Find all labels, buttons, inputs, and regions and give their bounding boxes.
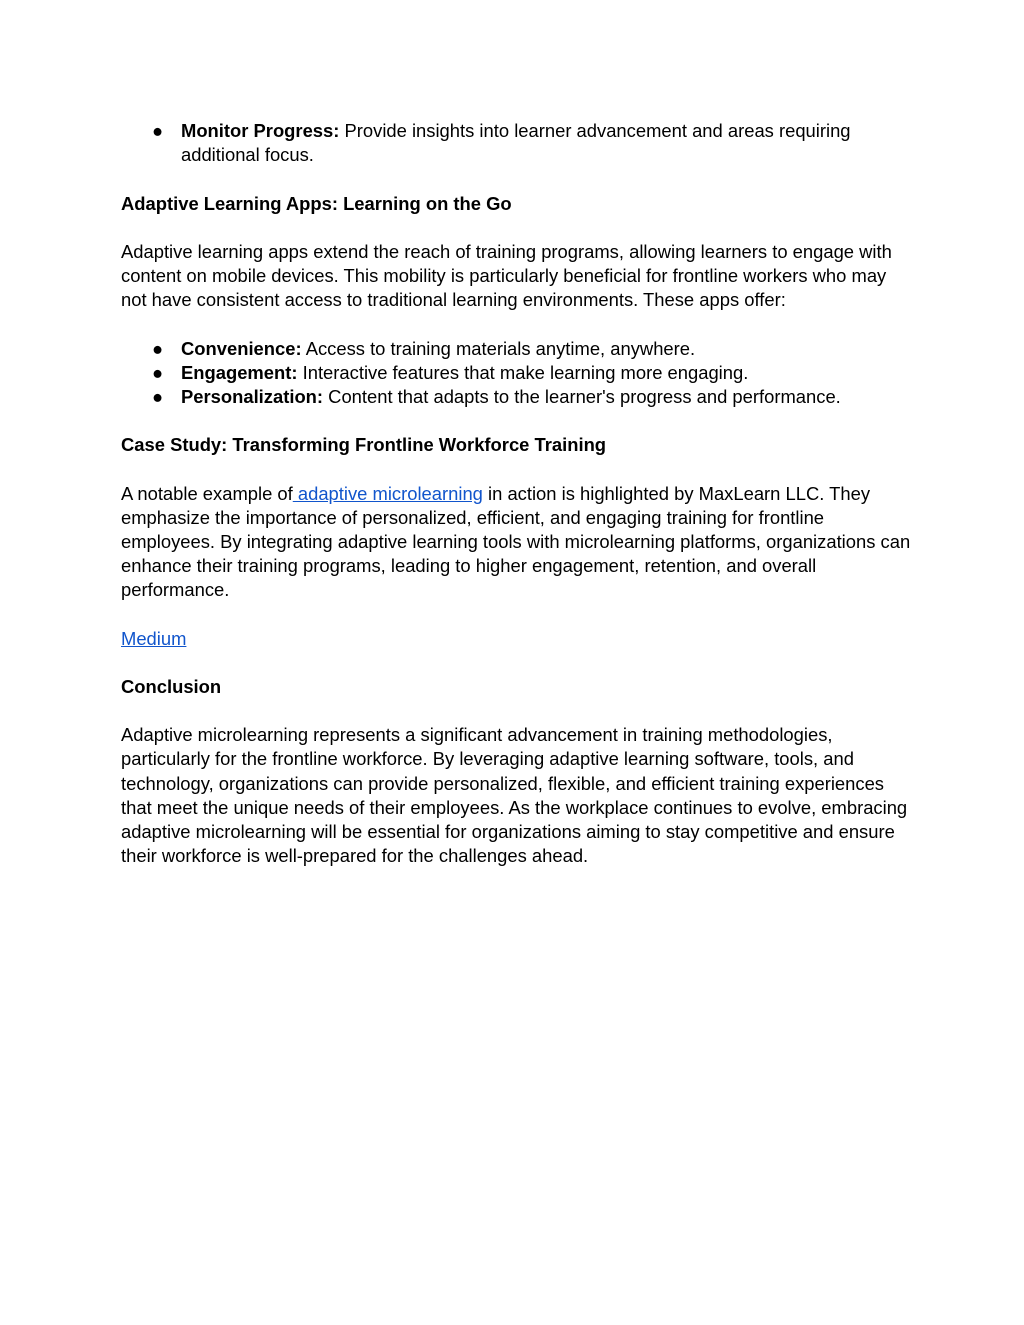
section-heading-conclusion: Conclusion xyxy=(121,675,222,697)
bullet-icon: ● xyxy=(152,361,164,383)
adaptive-microlearning-link[interactable]: adaptive microlearning xyxy=(292,482,483,504)
list-item xyxy=(121,385,911,409)
bullet-icon: ● xyxy=(152,385,164,407)
bullet-icon: ● xyxy=(152,337,164,359)
paragraph-text: in action is highlighted by MaxLearn LLC. They emphasize the importance of personalized, efficient, and engaging training for frontline employees. By integrating adaptive learning tools with microlearning platforms, organizations can enhance their training programs, leading to higher engagement, retention, and overall performance. xyxy=(121,482,911,601)
section-paragraph-conclusion: Adaptive microlearning represents a significant advancement in training methodologies, particularly for the frontline workforce. By leveraging adaptive learning software, tools, and technology, organizations can provide personalized, flexible, and efficient training experiences that meet the unique needs of their employees. As the workplace continues to evolve, embracing adaptive microlearning will be essential for organizations aiming to stay competitive and ensure their workforce is well-prepared for the challenges ahead. xyxy=(121,724,908,867)
paragraph-text: A notable example of xyxy=(121,482,293,504)
section-heading-case-study: Case Study: Transforming Frontline Workforce Training xyxy=(121,434,607,456)
document-page xyxy=(121,119,911,868)
bullet-term: Engagement: xyxy=(181,361,298,383)
section-paragraph-apps: Adaptive learning apps extend the reach of training programs, allowing learners to engage with content on mobile devices. This mobility is particularly beneficial for frontline workers who may not have consistent access to traditional learning environments. These apps offer: xyxy=(121,240,892,311)
list-item xyxy=(121,337,911,361)
bullet-term: Personalization: xyxy=(181,385,324,407)
section-heading-apps: Adaptive Learning Apps: Learning on the Go xyxy=(121,192,512,214)
bullet-list-apps xyxy=(121,337,911,410)
list-item xyxy=(121,361,911,385)
section-paragraph-case-study xyxy=(121,482,911,603)
list-item xyxy=(121,119,911,167)
bullet-term: Monitor Progress: xyxy=(181,120,340,141)
bullet-icon: ● xyxy=(152,120,164,141)
bullet-text: Content that adapts to the learner's progress and performance. xyxy=(323,385,841,407)
medium-source-link[interactable]: Medium xyxy=(121,627,187,649)
bullet-text: Provide insights into learner advancement and areas requiring additional focus. xyxy=(181,120,851,166)
bullet-list-top xyxy=(121,119,911,167)
bullet-text: Interactive features that make learning more engaging. xyxy=(297,361,749,383)
bullet-text: Access to training materials anytime, anywhere. xyxy=(301,337,696,359)
bullet-term: Convenience: xyxy=(181,337,302,359)
